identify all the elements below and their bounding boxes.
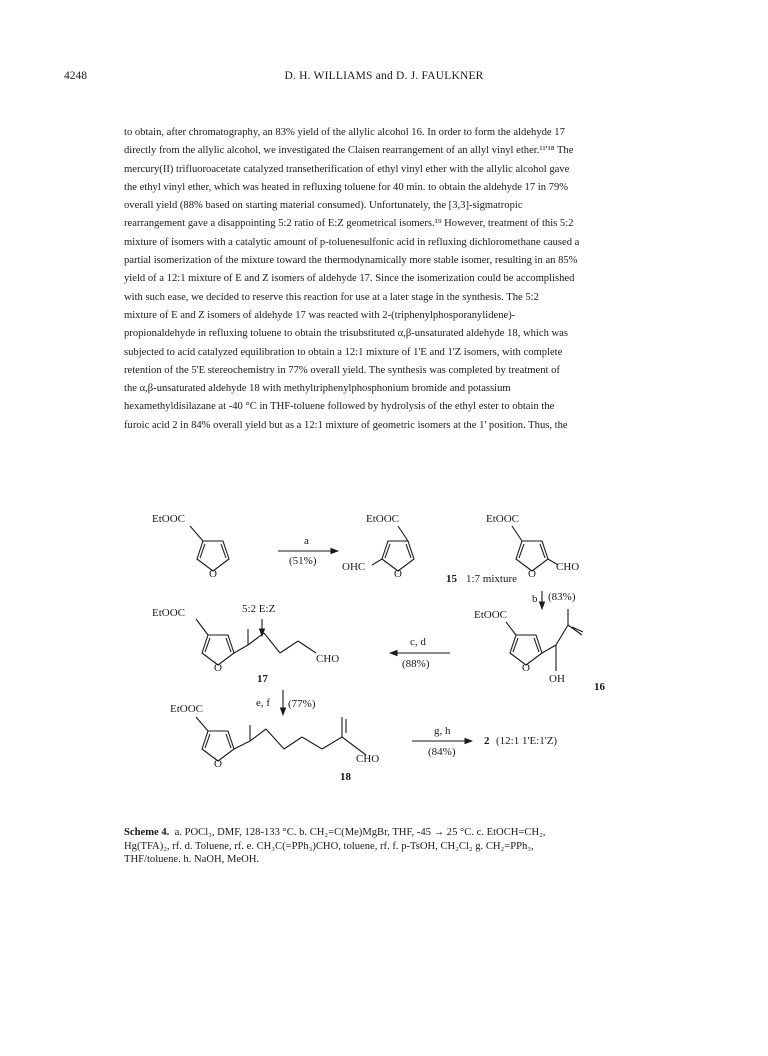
step-gh-yield: (84%) <box>428 746 456 758</box>
body-line: the α,β-unsaturated aldehyde 18 with methyltriphenylphosphonium bromide and potassium <box>124 383 511 395</box>
furan-ring-15a <box>372 526 414 571</box>
body-line: overall yield (88% based on starting material consumed). Unfortunately, the [3,3]-sigmatropic <box>124 200 523 212</box>
scheme-drawing <box>150 505 620 795</box>
step-cd-label: c, d <box>410 636 426 648</box>
step-gh-label: g, h <box>434 725 451 737</box>
etooc-label-17: EtOOC <box>152 607 185 619</box>
cho-label-15b: CHO <box>556 561 580 573</box>
body-line: mixture of E and Z isomers of aldehyde 17 was reacted with 2-(triphenylphosporanylidene)- <box>124 309 516 321</box>
furan-ring-18 <box>196 717 366 761</box>
ring-oxygen-label: O <box>214 758 222 770</box>
body-line: the ethyl vinyl ether, which was heated in refluxing toluene for 40 min. to obtain the aldehyde 17 in 79% <box>124 181 569 193</box>
ring-oxygen-label: O <box>209 568 217 580</box>
caption-line: Hg(TFA)₂, rf. d. Toluene, rf. e. CH₃C(=PPh₃)CHO, toluene, rf. f. p-TsOH, CH₂Cl₂ g. CH₂=PPh₃, <box>124 840 534 852</box>
oh-label-16: OH <box>549 673 565 685</box>
etooc-label-15b: EtOOC <box>486 513 519 525</box>
furan-ring-start <box>190 526 229 571</box>
product-2-label: 2 <box>484 735 490 747</box>
step-a-label: a <box>304 535 309 547</box>
body-paragraph <box>124 124 674 435</box>
body-line: partial isomerization of the mixture toward the thermodynamically more stable isomer, resulting in an 85% <box>124 255 578 267</box>
body-line: furoic acid 2 in 84% overall yield but as a 12:1 mixture of geometric isomers at the 1' position. Thus, the <box>124 419 568 431</box>
body-line: mixture of isomers with a catalytic amount of p-toluenesulfonic acid in refluxing dichloromethane caused a <box>124 236 580 248</box>
running-head: D. H. WILLIAMS and D. J. FAULKNER <box>284 70 484 82</box>
ring-oxygen-label: O <box>214 662 222 674</box>
body-line: subjected to acid catalyzed equilibration to obtain a 12:1 mixture of 1'E and 1'Z isomers, with complete <box>124 346 563 358</box>
body-line: directly from the allylic alcohol, we investigated the Claisen rearrangement of an allyl vinyl ether.¹¹'¹⁸ The <box>124 145 574 157</box>
furan-ring-16 <box>506 609 583 671</box>
compound-16-label: 16 <box>594 681 605 693</box>
caption-line <box>124 826 664 840</box>
compound-15-label: 15 <box>446 573 457 585</box>
compound-17-label: 17 <box>257 673 268 685</box>
ohc-label-15a: OHC <box>342 561 366 573</box>
product-2-ratio: (12:1 1'E:1'Z) <box>496 735 558 747</box>
caption-text: a. POCl₃, DMF, 128-133 °C. b. CH₂=C(Me)MgBr, THF, -45 → 25 °C. c. EtOCH=CH₂, <box>174 827 546 838</box>
caption-title: Scheme 4. <box>124 827 170 838</box>
caption-line: THF/toluene. h. NaOH, MeOH. <box>124 854 260 865</box>
step-ef-yield: (77%) <box>288 698 316 710</box>
body-line: propionaldehyde in refluxing toluene to obtain the trisubstituted α,β-unsaturated aldehyde 18, which was <box>124 328 569 340</box>
etooc-label-15a: EtOOC <box>366 513 399 525</box>
page-number: 4248 <box>64 70 87 82</box>
etooc-label-start: EtOOC <box>152 513 185 525</box>
step-b-yield: (83%) <box>548 591 576 603</box>
furan-ring-17 <box>196 619 316 665</box>
furan-ring-15b <box>512 526 558 571</box>
etooc-label-16: EtOOC <box>474 609 507 621</box>
ring-oxygen-label: O <box>522 662 530 674</box>
scheme-caption <box>124 826 664 867</box>
body-line: yield of a 12:1 mixture of E and Z isomers of aldehyde 17. Since the isomerization could be accomplished <box>124 273 575 285</box>
ratio-17-label: 5:2 E:Z <box>242 603 276 615</box>
compound-18-label: 18 <box>340 771 351 783</box>
cho-label-18: CHO <box>356 753 380 765</box>
compound-15-mixture: 1:7 mixture <box>466 573 518 585</box>
etooc-label-18: EtOOC <box>170 703 203 715</box>
body-line: rearrangement gave a disappointing 5:2 ratio of E:Z geometrical isomers.¹⁹ However, treatment of this 5:2 <box>124 218 574 230</box>
body-line: hexamethyldisilazane at -40 °C in THF-toluene followed by hydrolysis of the ethyl ester to obtain the <box>124 401 555 413</box>
ring-oxygen-label: O <box>394 568 402 580</box>
body-line: mercury(II) trifluoroacetate catalyzed transetherification of ethyl vinyl ether with the allylic alcohol gave <box>124 163 570 175</box>
cho-label-17: CHO <box>316 653 340 665</box>
ring-oxygen-label: O <box>528 568 536 580</box>
body-line: with such ease, we decided to reserve this reaction for use at a later stage in the synthesis. The 5:2 <box>124 291 539 303</box>
body-line: retention of the 5'E stereochemistry in 77% overall yield. The synthesis was completed by treatment of <box>124 364 560 376</box>
step-cd-yield: (88%) <box>402 658 430 670</box>
reaction-scheme <box>150 505 620 795</box>
step-a-yield: (51%) <box>289 555 317 567</box>
step-ef-label: e, f <box>256 697 271 709</box>
body-line: to obtain, after chromatography, an 83% yield of the allylic alcohol 16. In order to form the aldehyde 17 <box>124 127 565 138</box>
step-b-label: b <box>532 593 538 605</box>
